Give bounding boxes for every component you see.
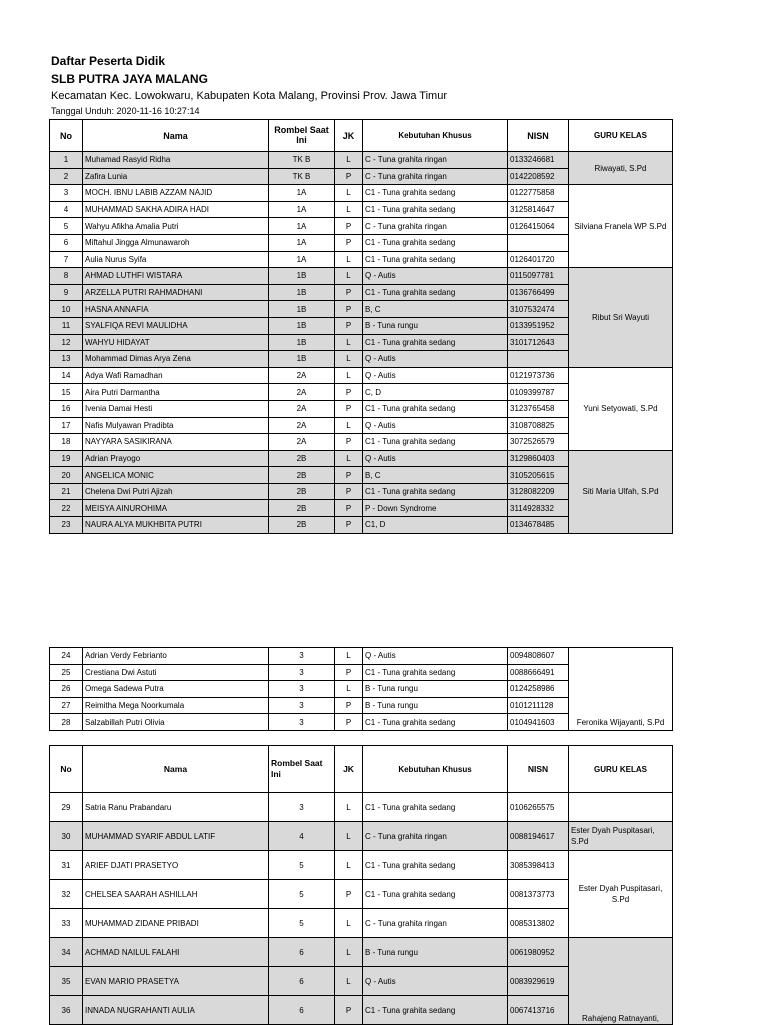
gender: P xyxy=(335,483,363,500)
gender: L xyxy=(335,251,363,268)
col-nisn: NISN xyxy=(508,746,569,793)
row-no: 13 xyxy=(50,351,83,368)
row-no: 25 xyxy=(50,664,83,681)
nisn: 0124258986 xyxy=(508,681,569,698)
special-needs: C1, D xyxy=(363,517,508,534)
special-needs: C - Tuna grahita ringan xyxy=(363,909,508,938)
student-name: MUHAMMAD SAKHA ADIRA HADI xyxy=(83,201,269,218)
row-no: 12 xyxy=(50,334,83,351)
gender: P xyxy=(335,500,363,517)
nisn: 0104941603 xyxy=(508,714,569,731)
special-needs: C1 - Tuna grahita sedang xyxy=(363,201,508,218)
table-row xyxy=(50,450,673,467)
student-name: MUHAMMAD ZIDANE PRIBADI xyxy=(83,909,269,938)
col-jk: JK xyxy=(335,120,363,152)
row-no: 4 xyxy=(50,201,83,218)
gender: P xyxy=(335,467,363,484)
row-no: 1 xyxy=(50,152,83,169)
special-needs: B, C xyxy=(363,467,508,484)
student-name: Nafis Mulyawan Pradibta xyxy=(83,417,269,434)
nisn: 0085313802 xyxy=(508,909,569,938)
special-needs: C1 - Tuna grahita sedang xyxy=(363,400,508,417)
gender: L xyxy=(335,351,363,368)
special-needs: C, D xyxy=(363,384,508,401)
guru-kelas: Ester Dyah Puspitasari, S.Pd xyxy=(569,822,673,851)
students-table-1 xyxy=(49,119,673,534)
gender: L xyxy=(335,967,363,996)
table-header-row xyxy=(50,746,673,793)
special-needs: C1 - Tuna grahita sedang xyxy=(363,334,508,351)
gender: L xyxy=(335,185,363,202)
nisn: 0109399787 xyxy=(508,384,569,401)
rombel: 5 xyxy=(269,851,335,880)
gender: P xyxy=(335,301,363,318)
student-name: MEISYA AINUROHIMA xyxy=(83,500,269,517)
special-needs: Q - Autis xyxy=(363,648,508,665)
nisn: 0126401720 xyxy=(508,251,569,268)
col-guru: GURU KELAS xyxy=(569,746,673,793)
special-needs: C1 - Tuna grahita sedang xyxy=(363,251,508,268)
table-header-row xyxy=(50,120,673,152)
special-needs: B - Tuna rungu xyxy=(363,681,508,698)
gender: L xyxy=(335,334,363,351)
student-name: ACHMAD NAILUL FALAHI xyxy=(83,938,269,967)
rombel: 1A xyxy=(269,218,335,235)
nisn: 0088194617 xyxy=(508,822,569,851)
special-needs: C1 - Tuna grahita sedang xyxy=(363,996,508,1025)
row-no: 33 xyxy=(50,909,83,938)
rombel: 6 xyxy=(269,967,335,996)
gender: P xyxy=(335,284,363,301)
special-needs: C1 - Tuna grahita sedang xyxy=(363,483,508,500)
col-nama: Nama xyxy=(83,120,269,152)
student-name: NAYYARA SASIKIRANA xyxy=(83,434,269,451)
table-row xyxy=(50,367,673,384)
gender: P xyxy=(335,697,363,714)
rombel: 3 xyxy=(269,681,335,698)
gender: P xyxy=(335,384,363,401)
nisn: 0067413716 xyxy=(508,996,569,1025)
student-name: INNADA NUGRAHANTI AULIA xyxy=(83,996,269,1025)
rombel: 2B xyxy=(269,467,335,484)
students-table-2 xyxy=(49,647,673,731)
special-needs: Q - Autis xyxy=(363,367,508,384)
row-no: 20 xyxy=(50,467,83,484)
student-name: ARIEF DJATI PRASETYO xyxy=(83,851,269,880)
rombel: 1A xyxy=(269,251,335,268)
row-no: 31 xyxy=(50,851,83,880)
rombel: 1B xyxy=(269,351,335,368)
nisn: 3128082209 xyxy=(508,483,569,500)
guru-kelas: Ribut Sri Wayuti xyxy=(569,268,673,368)
gender: L xyxy=(335,268,363,285)
special-needs: P - Down Syndrome xyxy=(363,500,508,517)
rombel: 3 xyxy=(269,648,335,665)
gender: L xyxy=(335,851,363,880)
col-rombel: Rombel Saat Ini xyxy=(269,746,335,793)
student-name: Chelena Dwi Putri Ajizah xyxy=(83,483,269,500)
gender: P xyxy=(335,714,363,731)
nisn: 3123765458 xyxy=(508,400,569,417)
nisn: 3125814647 xyxy=(508,201,569,218)
rombel: 2B xyxy=(269,500,335,517)
row-no: 5 xyxy=(50,218,83,235)
special-needs: C1 - Tuna grahita sedang xyxy=(363,851,508,880)
nisn: 3105205615 xyxy=(508,467,569,484)
col-rombel: Rombel Saat Ini xyxy=(269,120,335,152)
gender: L xyxy=(335,648,363,665)
nisn xyxy=(508,351,569,368)
nisn: 0136766499 xyxy=(508,284,569,301)
student-name: ANGELICA MONIC xyxy=(83,467,269,484)
table-row xyxy=(50,185,673,202)
student-name: MUHAMMAD SYARIF ABDUL LATIF xyxy=(83,822,269,851)
rombel: 2A xyxy=(269,367,335,384)
student-name: Miftahul Jingga Almunawaroh xyxy=(83,234,269,251)
special-needs: C1 - Tuna grahita sedang xyxy=(363,793,508,822)
student-name: CHELSEA SAARAH ASHILLAH xyxy=(83,880,269,909)
rombel: 1B xyxy=(269,334,335,351)
nisn: 0121973736 xyxy=(508,367,569,384)
row-no: 28 xyxy=(50,714,83,731)
rombel: 5 xyxy=(269,909,335,938)
table-row xyxy=(50,851,673,880)
nisn: 3085398413 xyxy=(508,851,569,880)
document-title: Daftar Peserta Didik xyxy=(51,54,166,68)
rombel: 1B xyxy=(269,301,335,318)
student-name: WAHYU HIDAYAT xyxy=(83,334,269,351)
student-name: Reimitha Mega Noorkumala xyxy=(83,697,269,714)
rombel: 2A xyxy=(269,384,335,401)
gender: P xyxy=(335,218,363,235)
row-no: 16 xyxy=(50,400,83,417)
student-name: Satria Ranu Prabandaru xyxy=(83,793,269,822)
download-date: Tanggal Unduh: 2020-11-16 10:27:14 xyxy=(51,106,200,116)
col-nama: Nama xyxy=(83,746,269,793)
nisn: 0134678485 xyxy=(508,517,569,534)
col-guru: GURU KELAS xyxy=(569,120,673,152)
table-row xyxy=(50,938,673,967)
gender: P xyxy=(335,400,363,417)
nisn: 0101211128 xyxy=(508,697,569,714)
row-no: 36 xyxy=(50,996,83,1025)
gender: P xyxy=(335,996,363,1025)
special-needs: Q - Autis xyxy=(363,967,508,996)
gender: L xyxy=(335,367,363,384)
table-row xyxy=(50,793,673,822)
rombel: 3 xyxy=(269,793,335,822)
nisn: 3114928332 xyxy=(508,500,569,517)
student-name: Adrian Prayogo xyxy=(83,450,269,467)
gender: L xyxy=(335,152,363,169)
student-name: Omega Sadewa Putra xyxy=(83,681,269,698)
rombel: 6 xyxy=(269,938,335,967)
nisn: 0122775858 xyxy=(508,185,569,202)
special-needs: C - Tuna grahita ringan xyxy=(363,168,508,185)
rombel: 1B xyxy=(269,284,335,301)
student-name: NAURA ALYA MUKHBITA PUTRI xyxy=(83,517,269,534)
gender: L xyxy=(335,793,363,822)
rombel: 4 xyxy=(269,822,335,851)
special-needs: C1 - Tuna grahita sedang xyxy=(363,664,508,681)
gender: P xyxy=(335,234,363,251)
student-name: Mohammad Dimas Arya Zena xyxy=(83,351,269,368)
student-name: Aulia Nurus Syifa xyxy=(83,251,269,268)
rombel: 3 xyxy=(269,697,335,714)
special-needs: Q - Autis xyxy=(363,351,508,368)
row-no: 6 xyxy=(50,234,83,251)
special-needs: C1 - Tuna grahita sedang xyxy=(363,434,508,451)
rombel: 2A xyxy=(269,417,335,434)
table-row xyxy=(50,822,673,851)
gender: P xyxy=(335,434,363,451)
school-name: SLB PUTRA JAYA MALANG xyxy=(51,72,208,86)
col-no: No xyxy=(50,746,83,793)
student-name: Zafira Lunia xyxy=(83,168,269,185)
gender: P xyxy=(335,317,363,334)
nisn: 0061980952 xyxy=(508,938,569,967)
nisn: 0106265575 xyxy=(508,793,569,822)
gender: L xyxy=(335,201,363,218)
student-name: Crestiana Dwi Astuti xyxy=(83,664,269,681)
special-needs: C - Tuna grahita ringan xyxy=(363,218,508,235)
guru-kelas xyxy=(569,793,673,822)
student-name: AHMAD LUTHFI WISTARA xyxy=(83,268,269,285)
special-needs: B - Tuna rungu xyxy=(363,938,508,967)
col-kebutuhan: Kebutuhan Khusus xyxy=(363,120,508,152)
nisn: 0115097781 xyxy=(508,268,569,285)
row-no: 26 xyxy=(50,681,83,698)
special-needs: B - Tuna rungu xyxy=(363,317,508,334)
special-needs: C1 - Tuna grahita sedang xyxy=(363,880,508,909)
rombel: 1A xyxy=(269,185,335,202)
row-no: 15 xyxy=(50,384,83,401)
location-line: Kecamatan Kec. Lowokwaru, Kabupaten Kota Malang, Provinsi Prov. Jawa Timur xyxy=(51,90,447,102)
students-table-3 xyxy=(49,745,673,1025)
rombel: 2B xyxy=(269,517,335,534)
guru-kelas: Ester Dyah Puspitasari, S.Pd xyxy=(569,851,673,938)
special-needs: B, C xyxy=(363,301,508,318)
nisn: 3072526579 xyxy=(508,434,569,451)
row-no: 10 xyxy=(50,301,83,318)
nisn: 0133951952 xyxy=(508,317,569,334)
rombel: 3 xyxy=(269,714,335,731)
student-name: ARZELLA PUTRI RAHMADHANI xyxy=(83,284,269,301)
row-no: 34 xyxy=(50,938,83,967)
row-no: 14 xyxy=(50,367,83,384)
nisn: 0126415064 xyxy=(508,218,569,235)
rombel: 1B xyxy=(269,268,335,285)
student-name: MOCH. IBNU LABIB AZZAM NAJID xyxy=(83,185,269,202)
special-needs: C - Tuna grahita ringan xyxy=(363,822,508,851)
nisn: 0133246681 xyxy=(508,152,569,169)
rombel: 2A xyxy=(269,434,335,451)
student-name: Adrian Verdy Febrianto xyxy=(83,648,269,665)
special-needs: C1 - Tuna grahita sedang xyxy=(363,714,508,731)
nisn: 3101712643 xyxy=(508,334,569,351)
row-no: 18 xyxy=(50,434,83,451)
col-jk: JK xyxy=(335,746,363,793)
gender: L xyxy=(335,681,363,698)
special-needs: Q - Autis xyxy=(363,268,508,285)
student-name: SYALFIQA REVI MAULIDHA xyxy=(83,317,269,334)
rombel: 1A xyxy=(269,234,335,251)
gender: P xyxy=(335,168,363,185)
student-name: Wahyu Afikha Amalia Putri xyxy=(83,218,269,235)
row-no: 3 xyxy=(50,185,83,202)
student-name: HASNA ANNAFIA xyxy=(83,301,269,318)
rombel: 3 xyxy=(269,664,335,681)
rombel: 2A xyxy=(269,400,335,417)
rombel: TK B xyxy=(269,152,335,169)
special-needs: C1 - Tuna grahita sedang xyxy=(363,234,508,251)
nisn: 0081373773 xyxy=(508,880,569,909)
guru-kelas: Silviana Franela WP S.Pd xyxy=(569,185,673,268)
rombel: 6 xyxy=(269,996,335,1025)
row-no: 9 xyxy=(50,284,83,301)
nisn: 0094808607 xyxy=(508,648,569,665)
table-row xyxy=(50,152,673,169)
gender: L xyxy=(335,938,363,967)
student-name: EVAN MARIO PRASETYA xyxy=(83,967,269,996)
rombel: 2B xyxy=(269,450,335,467)
rombel: TK B xyxy=(269,168,335,185)
nisn: 0142208592 xyxy=(508,168,569,185)
special-needs: Q - Autis xyxy=(363,450,508,467)
student-name: Aira Putri Darmantha xyxy=(83,384,269,401)
table-row xyxy=(50,268,673,285)
row-no: 2 xyxy=(50,168,83,185)
nisn: 3107532474 xyxy=(508,301,569,318)
col-kebutuhan: Kebutuhan Khusus xyxy=(363,746,508,793)
rombel: 1B xyxy=(269,317,335,334)
rombel: 1A xyxy=(269,201,335,218)
row-no: 17 xyxy=(50,417,83,434)
row-no: 7 xyxy=(50,251,83,268)
rombel: 5 xyxy=(269,880,335,909)
row-no: 32 xyxy=(50,880,83,909)
row-no: 24 xyxy=(50,648,83,665)
gender: L xyxy=(335,417,363,434)
row-no: 35 xyxy=(50,967,83,996)
guru-kelas: Siti Maria Ulfah, S.Pd xyxy=(569,450,673,533)
student-name: Adya Wafi Ramadhan xyxy=(83,367,269,384)
special-needs: C - Tuna grahita ringan xyxy=(363,152,508,169)
row-no: 27 xyxy=(50,697,83,714)
guru-kelas: Yuni Setyowati, S.Pd xyxy=(569,367,673,450)
rombel: 2B xyxy=(269,483,335,500)
col-nisn: NISN xyxy=(508,120,569,152)
row-no: 29 xyxy=(50,793,83,822)
special-needs: C1 - Tuna grahita sedang xyxy=(363,185,508,202)
row-no: 23 xyxy=(50,517,83,534)
nisn: 3108708825 xyxy=(508,417,569,434)
row-no: 19 xyxy=(50,450,83,467)
student-name: Muhamad Rasyid Ridha xyxy=(83,152,269,169)
special-needs: B - Tuna rungu xyxy=(363,697,508,714)
special-needs: Q - Autis xyxy=(363,417,508,434)
gender: L xyxy=(335,822,363,851)
gender: P xyxy=(335,664,363,681)
special-needs: C1 - Tuna grahita sedang xyxy=(363,284,508,301)
nisn xyxy=(508,234,569,251)
row-no: 22 xyxy=(50,500,83,517)
nisn: 0088666491 xyxy=(508,664,569,681)
guru-kelas: Feronika Wijayanti, S.Pd xyxy=(569,648,673,731)
table-row xyxy=(50,648,673,665)
row-no: 30 xyxy=(50,822,83,851)
guru-kelas: Riwayati, S.Pd xyxy=(569,152,673,185)
gender: P xyxy=(335,880,363,909)
col-no: No xyxy=(50,120,83,152)
row-no: 21 xyxy=(50,483,83,500)
gender: L xyxy=(335,909,363,938)
row-no: 11 xyxy=(50,317,83,334)
nisn: 3129860403 xyxy=(508,450,569,467)
gender: P xyxy=(335,517,363,534)
student-name: Salzabillah Putri Olivia xyxy=(83,714,269,731)
guru-kelas: Rahajeng Ratnayanti, xyxy=(569,938,673,1025)
nisn: 0083929619 xyxy=(508,967,569,996)
row-no: 8 xyxy=(50,268,83,285)
gender: L xyxy=(335,450,363,467)
student-name: Ivenia Damai Hesti xyxy=(83,400,269,417)
